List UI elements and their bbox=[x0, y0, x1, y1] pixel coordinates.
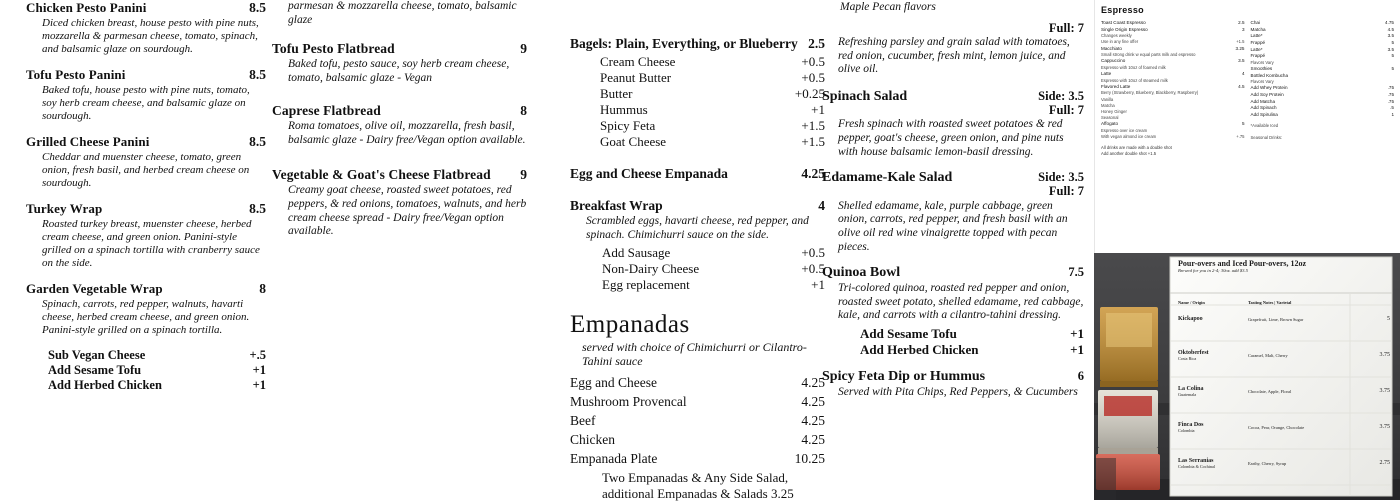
addon-label: Add Sesame Tofu bbox=[48, 362, 142, 377]
item-price: 9 bbox=[520, 41, 527, 57]
espresso-footnote-2: Add another double shot +1.5 bbox=[1101, 151, 1157, 157]
addon-label: Add Soy Protein bbox=[1250, 92, 1284, 98]
coffee-origin: Guatemala bbox=[1178, 391, 1197, 397]
addon-label: Egg replacement bbox=[602, 277, 690, 293]
drink-note: Seasonal bbox=[1101, 114, 1119, 120]
item-description: Shelled edamame, kale, purple cabbage, green onion, carrots, red pepper, and fresh basil with an olive oil red wine vinaigrette topped with pecan pieces. bbox=[838, 199, 1068, 253]
item-price: 8.5 bbox=[249, 133, 266, 149]
pourover-row bbox=[1178, 445, 1390, 481]
menu-item bbox=[26, 67, 266, 123]
coffee-name: Las Serranias bbox=[1178, 457, 1214, 464]
espresso-row bbox=[1101, 84, 1245, 91]
addon-price: +1 bbox=[252, 377, 266, 392]
menu-item bbox=[26, 281, 266, 337]
espresso-row bbox=[1101, 71, 1245, 78]
espresso-row bbox=[1251, 73, 1395, 80]
coffee-price: 3.75 bbox=[1379, 424, 1390, 430]
item-price: 4.25 bbox=[801, 393, 825, 409]
menu-item bbox=[272, 41, 527, 85]
espresso-row bbox=[1251, 112, 1395, 119]
addon-label: Non-Dairy Cheese bbox=[602, 261, 700, 277]
drink-name: Toast Coast Espresso bbox=[1101, 20, 1146, 26]
drink-price: 5 bbox=[1391, 40, 1394, 46]
drink-note: Honey Ginger bbox=[1101, 108, 1127, 114]
drink-note: Vanilla bbox=[1101, 96, 1114, 102]
addon-label: Add Spinach bbox=[1250, 105, 1277, 111]
side-price: Side: 3.5 bbox=[1038, 170, 1084, 185]
espresso-footnote-1: All drinks are made with a double shot bbox=[1101, 144, 1172, 150]
item-description: Refreshing parsley and grain salad with tomatoes, red onion, cucumber, fresh mint, lemon juice, and olive oil. bbox=[838, 35, 1070, 76]
drink-price: 4.75 bbox=[1385, 20, 1394, 26]
coffee-price: 5 bbox=[1387, 316, 1390, 322]
espresso-heading: Espresso bbox=[1101, 5, 1144, 15]
drink-name: Smoothies bbox=[1250, 66, 1273, 72]
maple-pecan-note: Maple Pecan flavors bbox=[840, 1, 936, 13]
coffee-name-group bbox=[1178, 458, 1248, 469]
addon-row bbox=[600, 134, 825, 150]
item-description: Roasted turkey breast, muenster cheese, herbed cream cheese, and green onion. Panini-style grilled on a spinach tortilla with cranberry sauce on the side. bbox=[42, 217, 260, 269]
item-name: Grilled Cheese Panini bbox=[26, 133, 150, 149]
addon-price: .75 bbox=[1387, 85, 1394, 91]
item-price: 7.5 bbox=[1068, 265, 1084, 280]
addon-label: Peanut Butter bbox=[600, 70, 672, 85]
item-name: Mushroom Provencal bbox=[570, 393, 687, 409]
drink-name: Frappé bbox=[1250, 53, 1266, 59]
availability-note: *Available Iced bbox=[1250, 122, 1279, 128]
espresso-row bbox=[1101, 20, 1245, 27]
espresso-row bbox=[1251, 85, 1395, 92]
addon-row bbox=[600, 118, 825, 134]
item-price: 6 bbox=[1077, 368, 1084, 383]
drink-name: Latte* bbox=[1250, 33, 1263, 39]
breakfast-column bbox=[570, 36, 825, 502]
espresso-column-left bbox=[1101, 20, 1245, 141]
addon-label: Hummus bbox=[600, 102, 648, 117]
addon-price: 1 bbox=[1391, 112, 1394, 118]
item-name: Chicken Pesto Panini bbox=[26, 0, 147, 15]
drink-price: +.75 bbox=[1236, 133, 1245, 139]
addon-price: .75 bbox=[1387, 98, 1394, 104]
drink-name: Frappé bbox=[1250, 40, 1266, 46]
addon-row bbox=[26, 378, 266, 393]
coffee-name-group bbox=[1178, 350, 1248, 361]
addon-price: +.5 bbox=[249, 347, 266, 362]
addon-row bbox=[602, 261, 825, 277]
espresso-row bbox=[1101, 58, 1245, 65]
item-price: 10.25 bbox=[794, 450, 825, 466]
section-subtitle: served with choice of Chimichurri or Cilantro-Tahini sauce bbox=[582, 340, 807, 368]
addon-label: Add Sesame Tofu bbox=[860, 325, 957, 341]
coffee-name: Kickapoo bbox=[1178, 316, 1203, 322]
espresso-row bbox=[1251, 66, 1395, 73]
item-name: Garden Vegetable Wrap bbox=[26, 280, 163, 296]
photo-header-left: Name / Origin bbox=[1178, 299, 1205, 305]
item-description: Fresh spinach with roasted sweet potatoes & red pepper, goat's cheese, green onion, and pine nuts with house balsamic lemon-basil dressing. bbox=[838, 118, 1064, 158]
addon-price: +1.5 bbox=[801, 118, 825, 133]
photo-caption-title: Pour-overs and Iced Pour-overs, 12oz bbox=[1178, 259, 1307, 268]
addon-price: +0.5 bbox=[801, 70, 825, 85]
empanadas-section bbox=[570, 311, 825, 502]
addon-row bbox=[600, 54, 825, 70]
drink-price: 3.5 bbox=[1387, 33, 1394, 39]
item-name: Spicy Feta Dip or Hummus bbox=[822, 368, 986, 384]
drink-name: Bottled Kombucha bbox=[1250, 72, 1289, 78]
item-name: Beef bbox=[570, 412, 596, 428]
addon-price: +1.5 bbox=[801, 134, 825, 149]
pourover-row bbox=[1178, 301, 1390, 337]
addon-row bbox=[602, 277, 825, 293]
item-price: 8 bbox=[520, 103, 527, 119]
edamame-kale-salad-item bbox=[822, 170, 1084, 254]
espresso-row bbox=[1251, 27, 1395, 34]
drink-name: Macchiato bbox=[1101, 45, 1122, 51]
addon-price: +0.25 bbox=[794, 86, 825, 101]
espresso-price-panel bbox=[1094, 0, 1400, 253]
bagels-price: 2.5 bbox=[808, 36, 825, 51]
item-description: Tri-colored quinoa, roasted red pepper and onion, roasted sweet potato, shelled edamame, red cabbage, kale, and carrots with a cilantro-tahini dressing. bbox=[838, 282, 1084, 322]
coffee-origin: Costa Rica bbox=[1178, 355, 1197, 361]
menu-item bbox=[26, 201, 266, 270]
salads-column bbox=[822, 0, 1084, 410]
section-title: Empanadas bbox=[570, 311, 690, 339]
pour-over-board-photo bbox=[1094, 253, 1400, 500]
item-name: Egg and Cheese bbox=[570, 374, 657, 390]
egg-cheese-empanada-row bbox=[570, 166, 825, 182]
item-description: Spinach, carrots, red pepper, walnuts, havarti cheese, herbed cream cheese, and green onion. Panini-style grilled on a spinach tortilla. bbox=[42, 297, 250, 336]
coffee-notes: Chocolate, Apple, Floral bbox=[1248, 388, 1292, 394]
espresso-row bbox=[1251, 47, 1395, 54]
drink-note: Espresso with 10oz of steamed milk bbox=[1101, 77, 1168, 83]
addon-row bbox=[600, 86, 825, 102]
item-name: Tofu Pesto Flatbread bbox=[272, 41, 395, 57]
coffee-price: 3.75 bbox=[1379, 352, 1390, 358]
item-description: Baked tofu, house pesto with pine nuts, tomato, soy herb cream cheese, and balsamic glaze on sourdough. bbox=[42, 83, 250, 122]
drink-name: Latte bbox=[1101, 71, 1112, 77]
drink-note: Matcha bbox=[1101, 102, 1115, 108]
espresso-row bbox=[1251, 53, 1395, 60]
espresso-row bbox=[1251, 105, 1395, 112]
coffee-origin: Colombia & Cochinal bbox=[1178, 463, 1215, 469]
item-price: 4 bbox=[818, 198, 825, 213]
coffee-name-group bbox=[1178, 422, 1248, 433]
drink-name: Matcha bbox=[1250, 26, 1266, 32]
addon-price: .5 bbox=[1390, 105, 1394, 111]
spicy-feta-dip-item bbox=[822, 369, 1084, 400]
pourover-row bbox=[1178, 373, 1390, 409]
pourover-row bbox=[1178, 409, 1390, 445]
addon-label: Cream Cheese bbox=[600, 54, 676, 69]
bagel-addons bbox=[570, 54, 825, 150]
addon-label: Add Sausage bbox=[602, 245, 671, 261]
item-name: Quinoa Bowl bbox=[822, 265, 901, 281]
drink-note: Use in any fine offer bbox=[1101, 39, 1139, 45]
drink-note: Espresso with 10oz of foamed milk bbox=[1101, 64, 1166, 70]
addon-row bbox=[860, 342, 1084, 358]
addon-price: +1 bbox=[252, 362, 266, 377]
drink-price: 4.5 bbox=[1387, 26, 1394, 32]
drink-name: Cappuccino bbox=[1101, 58, 1126, 64]
item-price: 4.25 bbox=[801, 166, 825, 181]
espresso-footnote bbox=[1251, 123, 1395, 129]
addon-label: Spicy Feta bbox=[600, 118, 656, 133]
menu-item bbox=[26, 0, 266, 56]
drink-note: Small strong drink w equal parts milk and espresso bbox=[1101, 52, 1196, 58]
addon-row bbox=[600, 102, 825, 118]
coffee-origin: Colombia bbox=[1178, 427, 1195, 433]
flatbread-column bbox=[272, 0, 527, 250]
addon-price: +1 bbox=[811, 102, 825, 117]
item-name: Vegetable & Goat's Cheese Flatbread bbox=[272, 167, 491, 183]
drink-price: 4.5 bbox=[1238, 83, 1245, 89]
item-price: 8 bbox=[259, 280, 266, 296]
coffee-name: Oktoberfest bbox=[1178, 349, 1209, 356]
espresso-row bbox=[1251, 99, 1395, 106]
seasonal-drinks-label bbox=[1251, 135, 1395, 141]
drink-note: With vegan almond ice cream bbox=[1101, 133, 1157, 139]
addon-row bbox=[602, 245, 825, 261]
addon-price: +1 bbox=[1070, 325, 1084, 341]
empanada-row bbox=[570, 432, 825, 448]
item-price: 4.25 bbox=[801, 374, 825, 390]
addon-price: .75 bbox=[1387, 92, 1394, 98]
side-price: Side: 3.5 bbox=[1038, 88, 1084, 103]
quinoa-bowl-item bbox=[822, 265, 1084, 358]
item-description: parmesan & mozzarella cheese, tomato, balsamic glaze bbox=[288, 0, 517, 26]
empanada-plate-row bbox=[570, 451, 825, 467]
bagels-title: Bagels: Plain, Everything, or Blueberry bbox=[570, 36, 798, 51]
item-name: Egg and Cheese Empanada bbox=[570, 166, 728, 181]
spinach-salad-item bbox=[822, 89, 1084, 159]
full-price: Full: 7 bbox=[1048, 20, 1084, 35]
espresso-row bbox=[1251, 40, 1395, 47]
coffee-name: La Colina bbox=[1178, 385, 1204, 392]
addon-label: Add Spirulina bbox=[1250, 112, 1278, 118]
coffee-name: Finca Dos bbox=[1178, 421, 1204, 428]
item-name: Empanada Plate bbox=[570, 450, 658, 466]
item-price: 9 bbox=[520, 167, 527, 183]
drink-note: Flavors Vary bbox=[1250, 59, 1274, 65]
drink-name: Flavored Latte bbox=[1101, 83, 1131, 89]
coffee-notes: Cocoa, Pear, Orange, Chocolate bbox=[1248, 424, 1305, 430]
item-price: 8.5 bbox=[249, 66, 266, 82]
item-name: Breakfast Wrap bbox=[570, 198, 663, 213]
menu-item bbox=[26, 134, 266, 190]
photo-caption-sub: Brewed for you in 2-4; 30oz. add $3.5 bbox=[1178, 268, 1248, 274]
addon-label: Add Herbed Chicken bbox=[860, 341, 979, 357]
empanada-row bbox=[570, 413, 825, 429]
item-description: Scrambled eggs, havarti cheese, red pepper, and spinach. Chimichurri sauce on the side. bbox=[586, 215, 809, 241]
menu-item bbox=[272, 103, 527, 147]
addon-label: Add Matcha bbox=[1250, 98, 1276, 104]
drink-price: +1.5 bbox=[1236, 39, 1245, 45]
espresso-row bbox=[1251, 92, 1395, 99]
espresso-row bbox=[1251, 20, 1395, 27]
seasonal-label: Seasonal Drinks: bbox=[1250, 134, 1283, 140]
coffee-notes: Caramel, Malt, Cherry bbox=[1248, 352, 1288, 358]
item-name: Tofu Pesto Panini bbox=[26, 66, 126, 82]
item-name: Turkey Wrap bbox=[26, 200, 103, 216]
espresso-row bbox=[1101, 121, 1245, 128]
addon-label: Sub Vegan Cheese bbox=[48, 347, 146, 362]
drink-price: 5 bbox=[1391, 53, 1394, 59]
drink-price: 3.5 bbox=[1387, 46, 1394, 52]
item-name: Caprese Flatbread bbox=[272, 103, 381, 119]
item-name: Spinach Salad bbox=[822, 88, 908, 104]
drink-price: 5 bbox=[1391, 66, 1394, 72]
item-description: Creamy goat cheese, roasted sweet potatoes, red peppers, & red onions, tomatoes, walnuts, and herb cream cheese spread - Dairy free/Vegan option available. bbox=[288, 184, 527, 238]
addon-price: +0.5 bbox=[801, 245, 825, 261]
addon-label: Goat Cheese bbox=[600, 134, 667, 149]
drink-note: Berry (Strawberry, Blueberry, Blackberry, Raspberry) bbox=[1101, 90, 1199, 96]
drink-price: 5 bbox=[1241, 120, 1245, 126]
addon-row bbox=[860, 326, 1084, 342]
item-description: Roma tomatoes, olive oil, mozzarella, fresh basil, balsamic glaze - Dairy free/Vegan option available. bbox=[288, 120, 526, 146]
item-price: 4.25 bbox=[801, 431, 825, 447]
empanada-row bbox=[570, 375, 825, 391]
coffee-name-group bbox=[1178, 386, 1248, 397]
item-price: 4.25 bbox=[801, 412, 825, 428]
drink-price: 4 bbox=[1241, 71, 1245, 77]
panini-column bbox=[26, 0, 266, 393]
drink-name: Chai bbox=[1250, 20, 1260, 26]
coffee-price: 2.75 bbox=[1379, 460, 1390, 466]
drink-name: Single Origin Espresso bbox=[1101, 26, 1148, 32]
empanada-plate-note: Two Empanadas & Any Side Salad, additional Empanadas & Salads 3.25 bbox=[602, 469, 794, 501]
espresso-row bbox=[1101, 27, 1245, 34]
coffee-notes: Grapefruit, Lime, Brown Sugar bbox=[1248, 316, 1304, 322]
espresso-column-right bbox=[1251, 20, 1395, 141]
pourover-row bbox=[1178, 337, 1390, 373]
addon-row bbox=[600, 70, 825, 86]
coffee-notes: Earthy, Cherry, Syrup bbox=[1248, 460, 1287, 466]
addon-label: Add Herbed Chicken bbox=[48, 377, 162, 392]
espresso-row bbox=[1251, 33, 1395, 40]
item-description: Diced chicken breast, house pesto with pine nuts, mozzarella & parmesan cheese, tomato, spinach, and balsamic glaze on sourdough. bbox=[42, 17, 259, 55]
menu-item bbox=[272, 167, 527, 238]
item-name: Edamame-Kale Salad bbox=[822, 170, 953, 186]
addon-row bbox=[26, 363, 266, 378]
drink-note: Espresso over ice cream bbox=[1101, 127, 1148, 133]
tabouli-salad-item bbox=[822, 21, 1084, 77]
item-price: 8.5 bbox=[249, 200, 266, 216]
drink-price: 2.5 bbox=[1238, 20, 1245, 26]
addon-price: +1 bbox=[1070, 341, 1084, 357]
menu-item-continuation bbox=[272, 0, 527, 27]
photo-header-right: Tasting Notes | Varietal bbox=[1248, 299, 1292, 305]
coffee-price: 3.75 bbox=[1379, 388, 1390, 394]
breakfast-wrap-item bbox=[570, 198, 825, 293]
item-description: Baked tofu, pesto sauce, soy herb cream cheese, tomato, balsamic glaze - Vegan bbox=[288, 58, 510, 84]
item-description: Cheddar and muenster cheese, tomato, green onion, fresh basil, and herbed cream cheese on sourdough. bbox=[42, 150, 250, 189]
item-price: 8.5 bbox=[249, 0, 266, 15]
item-name: Chicken bbox=[570, 431, 615, 447]
espresso-row bbox=[1101, 46, 1245, 53]
drink-price: 3.25 bbox=[1235, 45, 1245, 51]
addon-price: +0.5 bbox=[801, 261, 825, 277]
addon-row bbox=[26, 348, 266, 363]
addon-label: Butter bbox=[600, 86, 633, 101]
addon-price: +1 bbox=[811, 277, 825, 293]
drink-note: Flavors Vary bbox=[1250, 79, 1274, 85]
drink-name: Affogato bbox=[1101, 120, 1119, 126]
drink-price: 3 bbox=[1241, 26, 1245, 32]
drink-name: Latte* bbox=[1250, 46, 1263, 52]
espresso-subnote bbox=[1101, 134, 1245, 140]
empanada-row bbox=[570, 394, 825, 410]
drink-note: Changes weekly bbox=[1101, 33, 1132, 39]
full-price: Full: 7 bbox=[1048, 184, 1084, 199]
drink-price: 3.5 bbox=[1238, 58, 1245, 64]
full-price: Full: 7 bbox=[1048, 103, 1084, 117]
addon-price: +0.5 bbox=[801, 54, 825, 69]
item-description: Served with Pita Chips, Red Peppers, & Cucumbers bbox=[838, 385, 1078, 398]
bagels-row bbox=[570, 36, 825, 52]
addon-label: Add Whey Protein bbox=[1250, 85, 1288, 91]
